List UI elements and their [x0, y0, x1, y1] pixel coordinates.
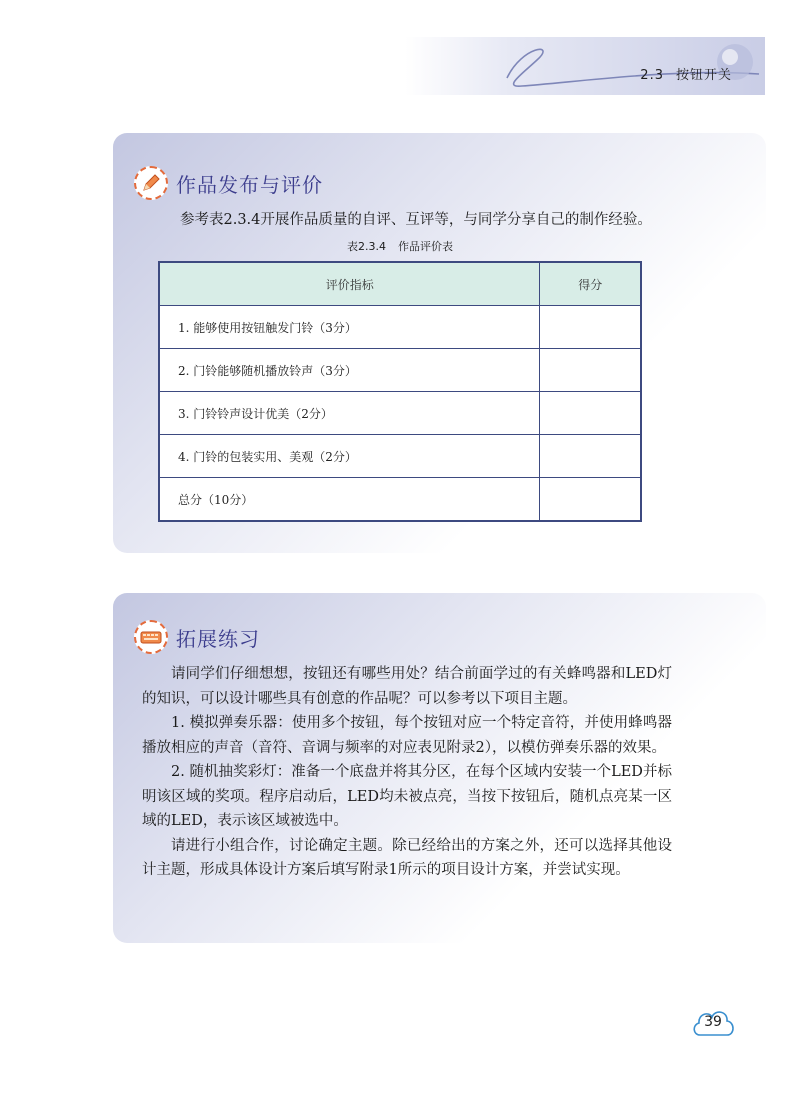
paragraph: 2. 随机抽奖彩灯：准备一个底盘并将其分区，在每个区域内安装一个LED并标明该区域的奖项。程序启动后，LED均未被点亮，当按下按钮后，随机点亮某一区域的LED，表示该区域被选中。: [142, 764, 672, 829]
score-cell: [540, 392, 641, 435]
table-row: [159, 306, 641, 349]
table-row: [159, 435, 641, 478]
header-score: 得分: [540, 262, 641, 306]
table-number: 表2.3.4: [347, 240, 386, 253]
section-title: 按钮开关: [675, 68, 732, 83]
paragraph: 请进行小组合作，讨论确定主题。除已经给出的方案之外，还可以选择其他设计主题，形成具体设计方案后填写附录1所示的项目设计方案，并尝试实现。: [142, 837, 672, 878]
running-header: [640, 64, 732, 83]
criterion-cell: 4. 门铃的包装实用、美观（2分）: [159, 435, 540, 478]
criterion-cell: 1. 能够使用按钮触发门铃（3分）: [159, 306, 540, 349]
score-cell: [540, 478, 641, 522]
section2-title: 拓展练习: [176, 626, 260, 651]
header-criterion: 评价指标: [159, 262, 540, 306]
criterion-cell: 2. 门铃能够随机播放铃声（3分）: [159, 349, 540, 392]
evaluation-table: [158, 261, 642, 522]
paragraph: 1. 模拟弹奏乐器：使用多个按钮，每个按钮对应一个特定音符，并使用蜂鸣器播放相应的声音（音符、音调与频率的对应表见附录2），以模仿弹奏乐器的效果。: [142, 715, 672, 756]
table-row-total: [159, 478, 641, 522]
score-cell: [540, 435, 641, 478]
table-caption: [0, 238, 800, 254]
section1-intro: 参考表2.3.4开展作品质量的自评、互评等，与同学分享自己的制作经验。: [180, 212, 652, 228]
keyboard-icon: [134, 620, 168, 654]
section2-body: [142, 662, 672, 883]
table-header-row: [159, 262, 641, 306]
table-row: [159, 349, 641, 392]
section1-heading: [134, 166, 323, 200]
section2-heading: [134, 620, 260, 654]
table-row: [159, 392, 641, 435]
criterion-cell: 3. 门铃铃声设计优美（2分）: [159, 392, 540, 435]
section-number: 2.3: [640, 68, 664, 83]
paragraph: 请同学们仔细想想，按钮还有哪些用处？结合前面学过的有关蜂鸣器和LED灯的知识，可以设计哪些具有创意的作品呢？可以参考以下项目主题。: [142, 666, 672, 707]
pencil-icon: [134, 166, 168, 200]
section1-title: 作品发布与评价: [176, 172, 323, 197]
page-number: 39: [704, 1014, 722, 1030]
table-title: 作品评价表: [398, 240, 453, 253]
criterion-cell: 总分（10分）: [159, 478, 540, 522]
score-cell: [540, 306, 641, 349]
score-cell: [540, 349, 641, 392]
